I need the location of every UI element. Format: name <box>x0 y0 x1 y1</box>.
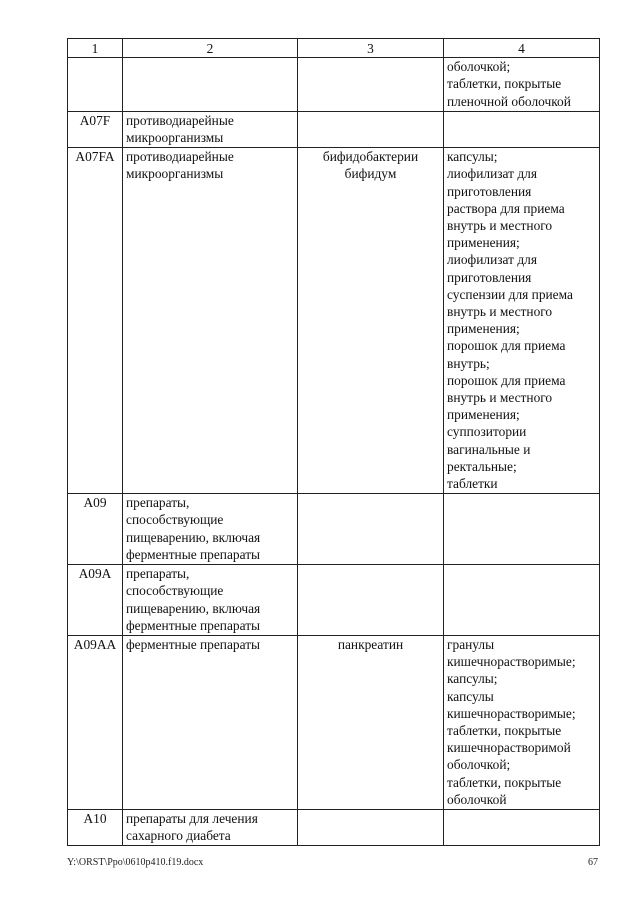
dosage-forms-cell <box>444 565 600 636</box>
dosage-forms-cell <box>444 111 600 147</box>
atc-code-cell: A07FA <box>68 148 123 494</box>
inn-cell <box>298 494 444 565</box>
inn-cell <box>298 809 444 845</box>
atc-code-cell: A07F <box>68 111 123 147</box>
inn-cell <box>298 111 444 147</box>
table-header-row <box>68 39 600 58</box>
footer-file-path: Y:\ORST\Ppo\0610p410.f19.docx <box>67 857 204 868</box>
group-name-cell <box>123 58 298 112</box>
atc-code-cell: A09AA <box>68 635 123 809</box>
header-cell-1: 1 <box>68 39 123 58</box>
group-name-cell: препараты для лечения сахарного диабета <box>123 809 298 845</box>
header-cell-2: 2 <box>123 39 298 58</box>
dosage-forms-cell <box>444 809 600 845</box>
table-row <box>68 494 600 565</box>
table-row <box>68 148 600 494</box>
inn-cell: бифидобактерии бифидум <box>298 148 444 494</box>
atc-code-cell <box>68 58 123 112</box>
atc-code-cell: A09 <box>68 494 123 565</box>
dosage-forms-cell: капсулы; лиофилизат для приготовления раствора для приема внутрь и местного применения; лиофилизат для приготовления суспензии для приема внутрь и местного применения; порошок для приема внутрь; порошок для приема внутрь и местного применения; суппозитории вагинальные и ректальные; таблетки <box>444 148 600 494</box>
table-row <box>68 111 600 147</box>
table-row <box>68 58 600 112</box>
inn-cell <box>298 565 444 636</box>
atc-code-cell: A09A <box>68 565 123 636</box>
group-name-cell: препараты, способствующие пищеварению, включая ферментные препараты <box>123 494 298 565</box>
footer-page-number: 67 <box>588 857 598 868</box>
drug-table <box>67 38 600 846</box>
atc-code-cell: A10 <box>68 809 123 845</box>
inn-cell <box>298 58 444 112</box>
group-name-cell: противодиарейные микроорганизмы <box>123 148 298 494</box>
group-name-cell: противодиарейные микроорганизмы <box>123 111 298 147</box>
group-name-cell: препараты, способствующие пищеварению, включая ферментные препараты <box>123 565 298 636</box>
dosage-forms-cell <box>444 494 600 565</box>
header-cell-3: 3 <box>298 39 444 58</box>
group-name-cell: ферментные препараты <box>123 635 298 809</box>
table-row <box>68 635 600 809</box>
table-row <box>68 565 600 636</box>
header-cell-4: 4 <box>444 39 600 58</box>
table-row <box>68 809 600 845</box>
dosage-forms-cell: оболочкой; таблетки, покрытые пленочной оболочкой <box>444 58 600 112</box>
inn-cell: панкреатин <box>298 635 444 809</box>
dosage-forms-cell: гранулы кишечнорастворимые; капсулы; капсулы кишечнорастворимые; таблетки, покрытые кишечнорастворимой оболочкой; таблетки, покрытые оболочкой <box>444 635 600 809</box>
